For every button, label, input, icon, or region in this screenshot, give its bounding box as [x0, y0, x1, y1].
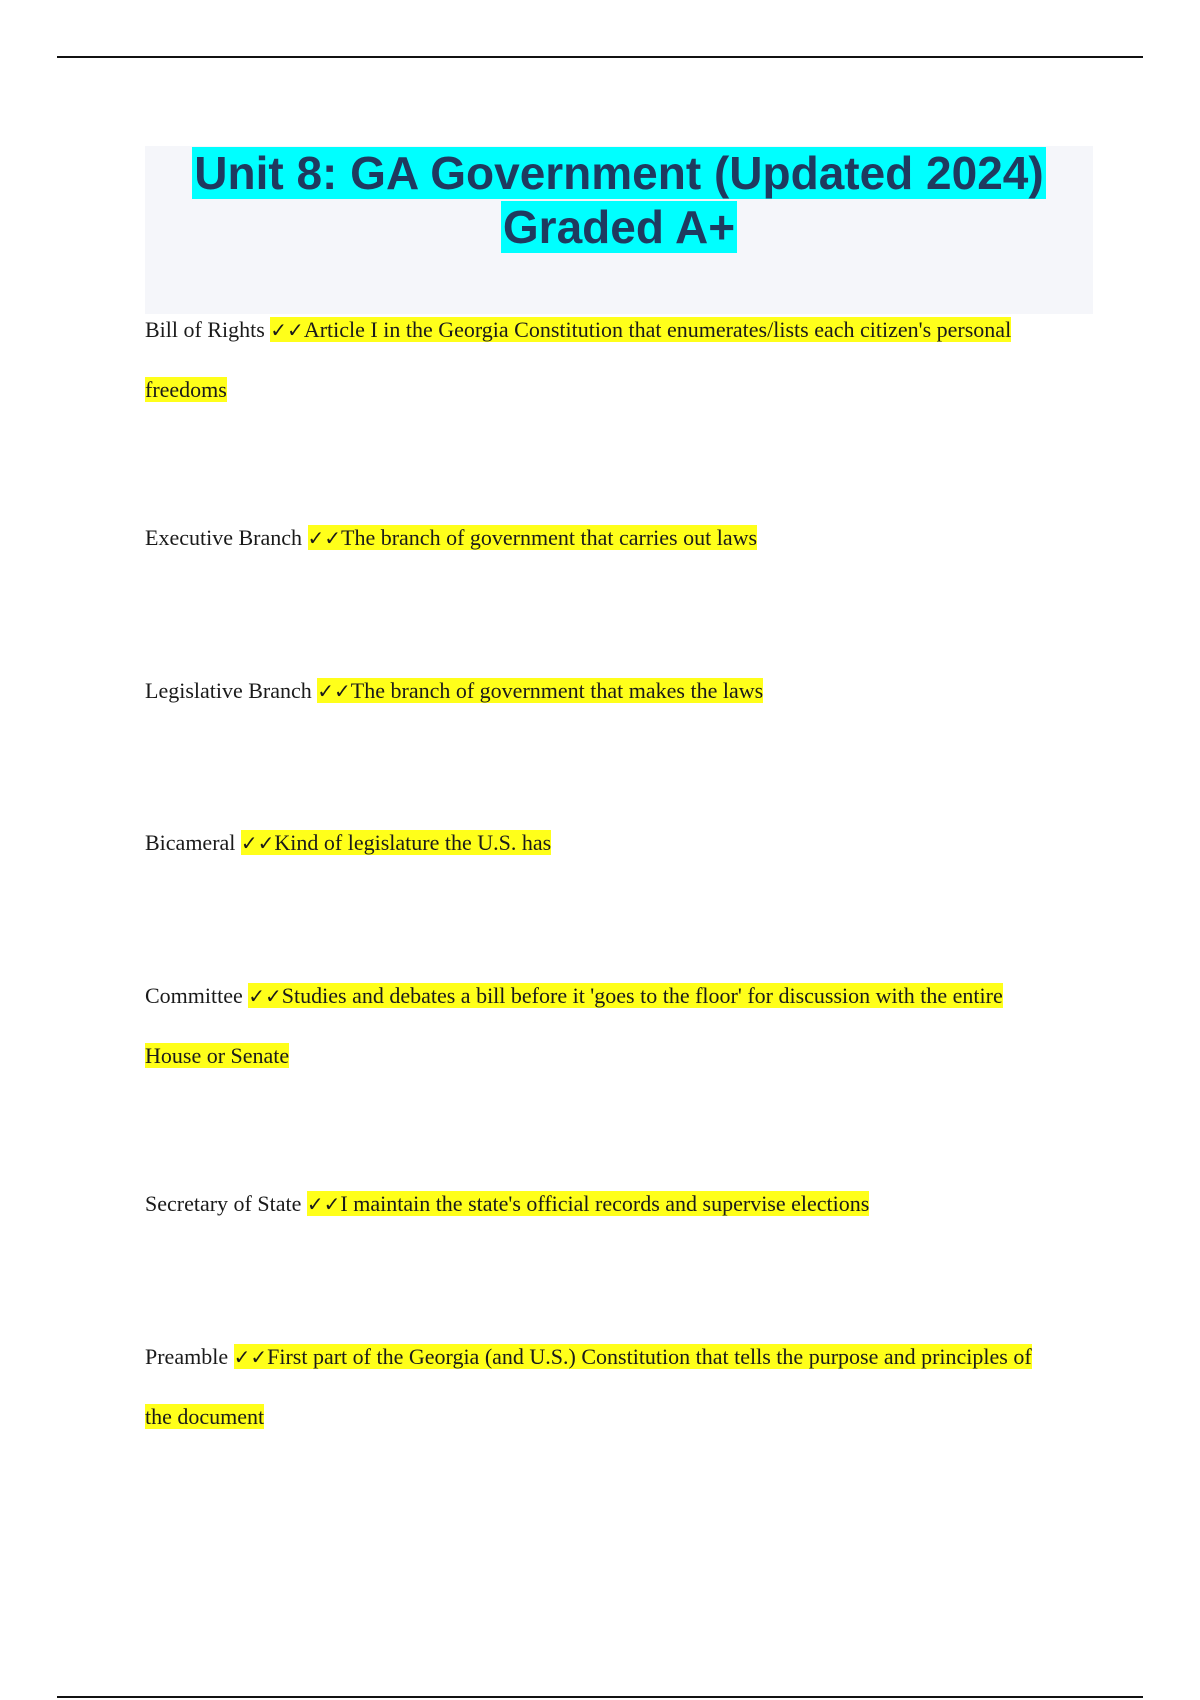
entry-term: Executive Branch	[145, 525, 302, 550]
entry-definition: First part of the Georgia (and U.S.) Constitution that tells the purpose and principles of the document	[145, 1344, 1032, 1429]
document-title	[145, 146, 1093, 254]
entry-term: Bicameral	[145, 830, 236, 855]
double-check-icon: ✓✓	[317, 679, 351, 703]
entry-term: Secretary of State	[145, 1191, 302, 1216]
double-check-icon: ✓✓	[307, 526, 342, 550]
entry-term: Legislative Branch	[145, 678, 312, 703]
double-check-icon: ✓✓	[270, 318, 304, 342]
entry-definition-highlight	[241, 830, 551, 855]
entry-definition: The branch of government that makes the laws	[350, 678, 764, 703]
double-check-icon: ✓✓	[248, 984, 282, 1008]
entry-definition: Studies and debates a bill before it 'goes to the floor' for discussion with the entire House or Senate	[145, 983, 1003, 1068]
entry-definition-highlight	[308, 525, 758, 550]
entry-definition: The branch of government that carries out laws	[341, 525, 758, 550]
entry-definition-highlight	[145, 317, 1011, 402]
entry-executive-branch	[145, 508, 1045, 568]
entry-committee	[145, 966, 1045, 1086]
entry-term: Committee	[145, 983, 243, 1008]
entry-definition: I maintain the state's official records and supervise elections	[340, 1191, 870, 1216]
document-title-text: Unit 8: GA Government (Updated 2024) Graded A+	[194, 147, 1044, 253]
entry-term: Bill of Rights	[145, 317, 265, 342]
entry-definition-highlight	[145, 1344, 1032, 1429]
entry-legislative-branch	[145, 661, 1045, 721]
double-check-icon: ✓✓	[233, 1345, 268, 1369]
bottom-rule	[57, 1696, 1143, 1698]
entry-definition-highlight	[317, 678, 763, 703]
entry-definition-highlight	[145, 983, 1003, 1068]
entry-preamble	[145, 1327, 1045, 1447]
entry-definition-highlight	[307, 1191, 869, 1216]
entry-definition: Kind of legislature the U.S. has	[274, 830, 552, 855]
entry-definition: Article I in the Georgia Constitution that enumerates/lists each citizen's personal freedoms	[145, 317, 1012, 402]
top-rule	[57, 56, 1143, 58]
double-check-icon: ✓✓	[306, 1192, 341, 1216]
entry-bill-of-rights	[145, 300, 1045, 420]
double-check-icon: ✓✓	[240, 831, 275, 855]
entry-secretary-of-state	[145, 1174, 1045, 1234]
entry-term: Preamble	[145, 1344, 229, 1369]
entry-bicameral	[145, 813, 1045, 873]
